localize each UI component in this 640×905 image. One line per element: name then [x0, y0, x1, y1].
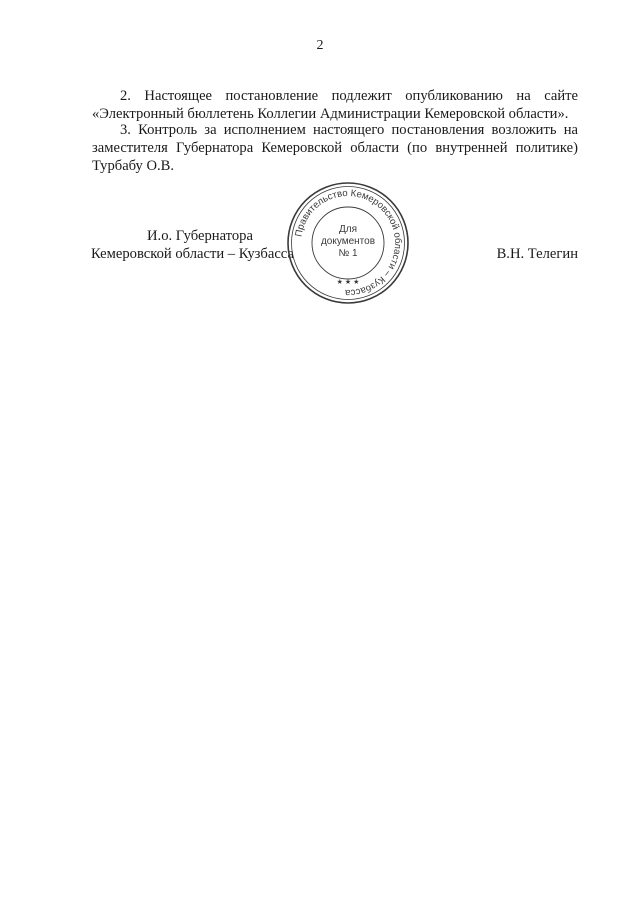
seal-stars: ★ ★ ★ — [336, 279, 360, 286]
page-number: 2 — [316, 38, 324, 53]
official-seal — [285, 180, 411, 306]
signatory-name: В.Н. Телегин — [496, 246, 578, 262]
paragraph-control: 3. Контроль за исполнением настоящего постановления возложить на заместителя Губернатора Кемеровской области (по внутренней политике) Турбабу О.В. — [92, 122, 578, 174]
seal-center-line2: документов — [320, 236, 376, 247]
paragraph-publication: 2. Настоящее постановление подлежит опубликованию на сайте «Электронный бюллетень Коллегии Администрации Кемеровской области». — [92, 88, 578, 122]
seal-center-line3: № 1 — [338, 248, 358, 259]
seal-ring-text: Правительство Кемеровской области – Кузбасса — [293, 187, 404, 299]
signatory-title: И.о. Губернатора — [147, 228, 253, 244]
signatory-organization: Кемеровской области – Кузбасса — [91, 246, 294, 262]
seal-center-line1: Для — [338, 224, 358, 235]
seal-stamp-icon — [285, 180, 411, 306]
